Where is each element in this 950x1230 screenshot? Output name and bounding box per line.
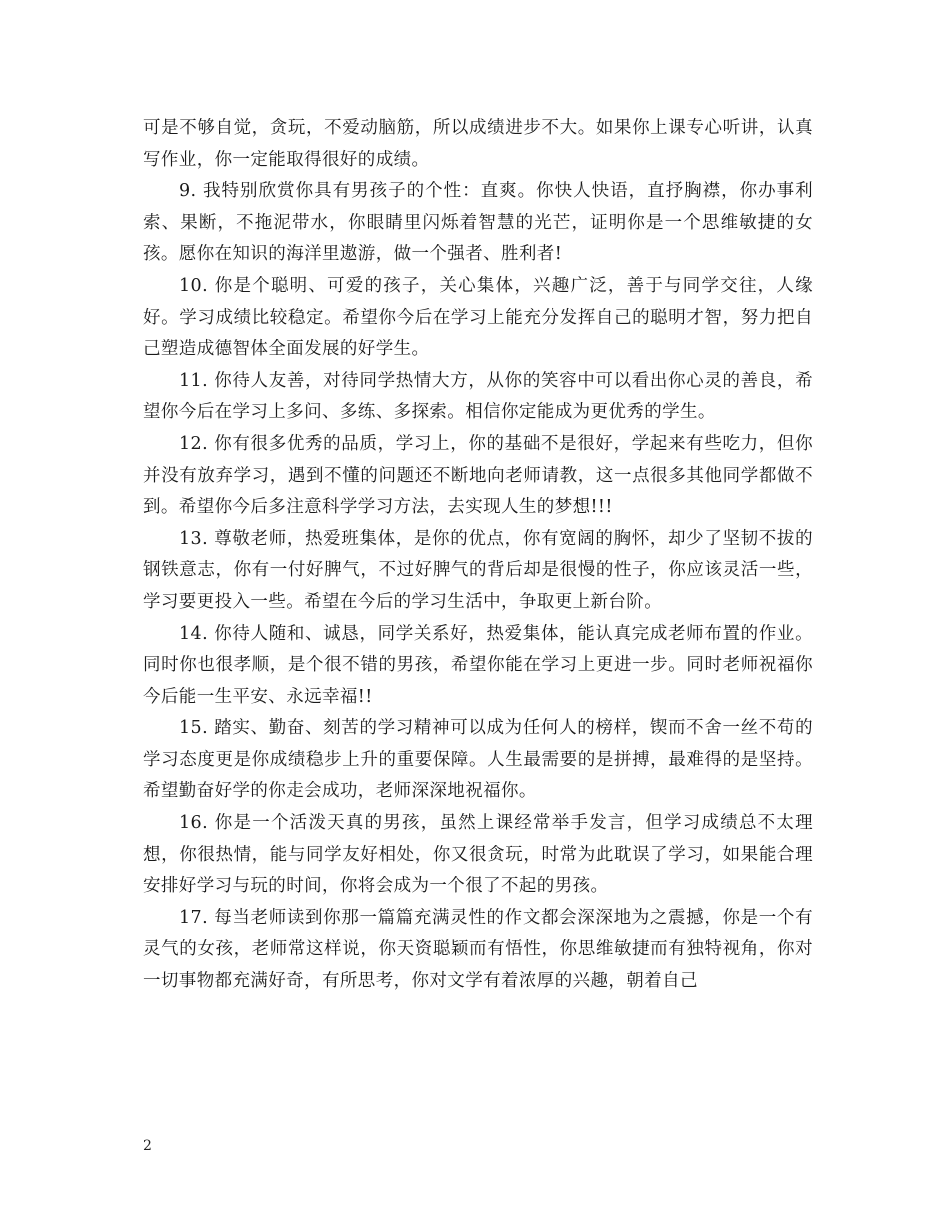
paragraph-comment-16: 16. 你是一个活泼天真的男孩，虽然上课经常举手发言，但学习成绩总不太理想，你很热情，能与同学友好相处，你又很贪玩，时常为此耽误了学习，如果能合理安排好学习与玩的时间，你将会成为一个很了不起的男孩。 <box>143 813 813 897</box>
paragraph-comment-15: 15. 踏实、勤奋、刻苦的学习精神可以成为任何人的榜样，锲而不舍一丝不苟的学习态度更是你成绩稳步上升的重要保障。人生最需要的是拼搏，最难得的是坚持。希望勤奋好学的你走会成功，老师深深地祝福你。 <box>143 718 813 802</box>
paragraph-comment-12: 12. 你有很多优秀的品质，学习上，你的基础不是很好，学起来有些吃力，但你并没有放弃学习，遇到不懂的问题还不断地向老师请教，这一点很多其他同学都做不到。希望你今后多注意科学学习方法，去实现人生的梦想!!! <box>143 433 813 518</box>
document-body <box>143 113 813 998</box>
paragraph-comment-13: 13. 尊敬老师，热爱班集体，是你的优点，你有宽阔的胸怀，却少了坚韧不拔的钢铁意志，你有一付好脾气，不过好脾气的背后却是很慢的性子，你应该灵活一些，学习要更投入一些。希望在今后的学习生活中，争取更上新台阶。 <box>143 528 813 612</box>
paragraph-comment-9: 9. 我特别欣赏你具有男孩子的个性：直爽。你快人快语，直抒胸襟，你办事利索、果断，不拖泥带水，你眼睛里闪烁着智慧的光芒，证明你是一个思维敏捷的女孩。愿你在知识的海洋里遨游，做一个强者、胜利者! <box>143 181 813 265</box>
paragraph-comment-17: 17. 每当老师读到你那一篇篇充满灵性的作文都会深深地为之震撼，你是一个有灵气的女孩，老师常这样说，你天资聪颖而有悟性，你思维敏捷而有独特视角，你对一切事物都充满好奇，有所思考，你对文学有着浓厚的兴趣，朝着自己 <box>143 907 813 992</box>
paragraph-comment-14: 14. 你待人随和、诚恳，同学关系好，热爱集体，能认真完成老师布置的作业。同时你也很孝顺，是个很不错的男孩，希望你能在学习上更进一步。同时老师祝福你今后能一生平安、永远幸福!! <box>143 623 813 707</box>
paragraph-comment-10: 10. 你是个聪明、可爱的孩子，关心集体，兴趣广泛，善于与同学交往，人缘好。学习成绩比较稳定。希望你今后在学习上能充分发挥自己的聪明才智，努力把自己塑造成德智体全面发展的好学生。 <box>143 275 813 360</box>
page-number: 2 <box>143 1138 152 1154</box>
paragraph-continued: 可是不够自觉，贪玩，不爱动脑筋，所以成绩进步不大。如果你上课专心听讲，认真写作业，你一定能取得很好的成绩。 <box>143 118 813 170</box>
paragraph-comment-11: 11. 你待人友善，对待同学热情大方，从你的笑容中可以看出你心灵的善良，希望你今后在学习上多问、多练、多探索。相信你定能成为更优秀的学生。 <box>143 370 813 423</box>
